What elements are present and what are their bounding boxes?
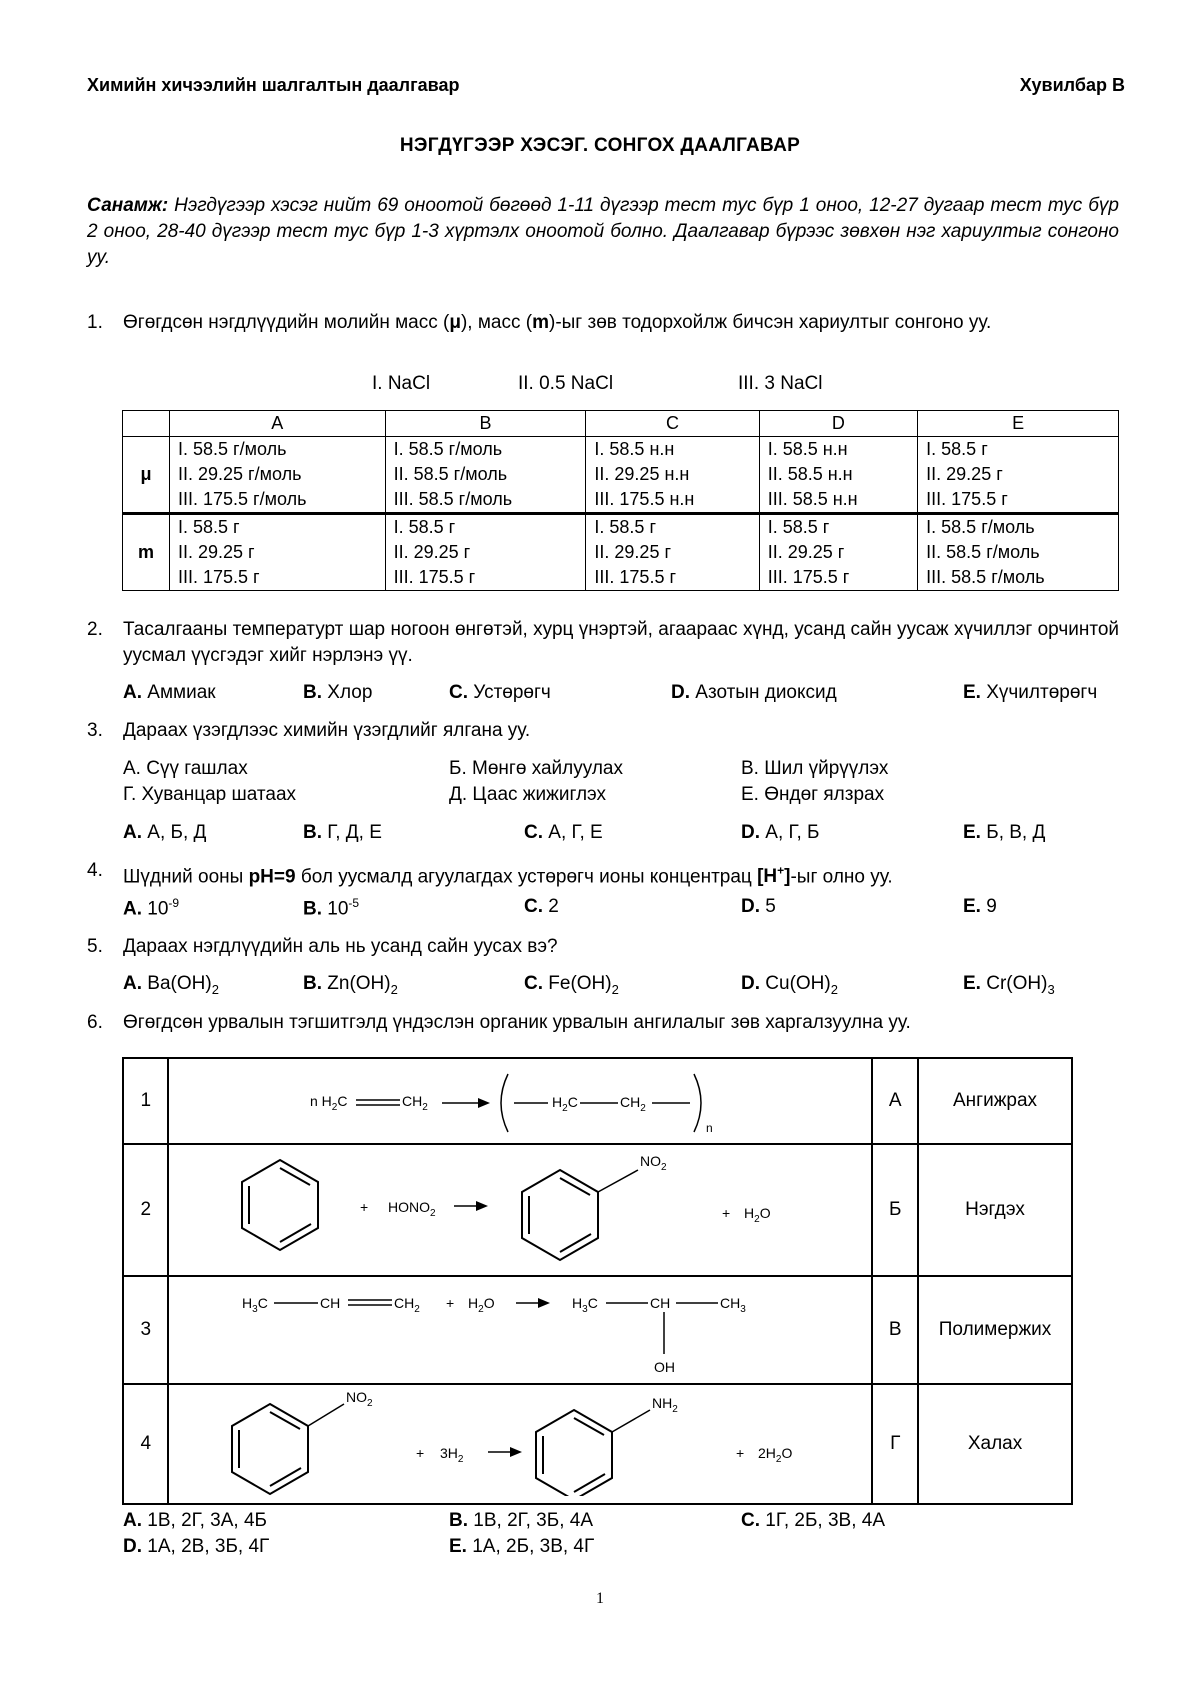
question-6 [87,1010,1119,1036]
answer-option[interactable]: D. Азотын диоксид [671,682,837,703]
table-cell: I. 58.5 г II. 29.25 г III. 175.5 г [918,437,1119,514]
table-corner [123,411,170,437]
svg-text:+: + [446,1295,455,1311]
answer-option[interactable]: C. 2 [524,896,559,917]
question-number: 1. [87,312,103,333]
question-number: 6. [87,1012,103,1033]
svg-text:H2O: $H_2O$ [468,1295,496,1315]
question-text [123,310,1119,336]
section-title: НЭГДҮГЭЭР ХЭСЭГ. СОНГОХ ДААЛГАВАР [399,135,801,156]
answer-option[interactable]: C. А, Г, Е [524,822,603,843]
table-cell: I. 58.5 г II. 29.25 г III. 175.5 г [170,514,386,591]
doc-header-left: Химийн хичээлийн шалгалтын даалгавар [87,75,460,95]
svg-text:H3C: $H_3C$ [572,1295,599,1315]
svg-text:CH: CH [320,1295,341,1311]
answer-option[interactable]: A. 1B, 2Г, 3A, 4Б [123,1510,268,1531]
page-number: 1 [596,1590,604,1607]
question-5 [87,934,1119,960]
answer-option[interactable]: B. $10^{-5}$ [303,896,360,920]
q1-text-b: ), масс ( [460,312,533,333]
q1-table [122,410,1119,591]
q3-item: Д. Цаас жижиглэх [449,784,607,805]
reaction-equation [168,1276,872,1384]
reaction-class: Нэгдэх [918,1144,1072,1276]
question-text: Дараах нэгдлүүдийн аль нь усанд сайн уусах вэ? [123,936,558,957]
svg-text:CH2: $CH_2$ [402,1093,429,1113]
answer-option[interactable]: C. $Fe(OH)_2$ [524,973,619,997]
reaction-class: Халах [918,1384,1072,1504]
note-label: Санамж: [87,195,169,216]
q3-item: В. Шил үйрүүлэх [741,758,889,779]
table-col-header: C [586,411,759,437]
table-row-m [123,514,1119,591]
svg-text:NO2: $NO_2$ [346,1389,374,1409]
answer-option[interactable]: B. $Zn(OH)_2$ [303,973,398,997]
svg-text:n HH2C: $H_2C$ [552,1094,579,1114]
hydration-equation-icon [170,1278,870,1376]
svg-text:n: n [706,1121,714,1135]
answer-option[interactable]: C. 1Г, 2Б, 3B, 4A [741,1510,886,1531]
answer-option[interactable]: A. А, Б, Д [123,822,207,843]
q1-item: III. 3 NaCl [738,373,823,394]
q3-item: Б. Мөнгө хайлуулах [449,758,623,779]
answer-option[interactable]: D. $Cu(OH)_2$ [741,973,838,997]
q1-mu: μ [449,312,461,333]
answer-option[interactable]: D. 1A, 2B, 3Б, 4Г [123,1536,270,1557]
answer-option[interactable]: E. 9 [963,896,997,917]
reaction-class: Полимержих [918,1276,1072,1384]
answer-option[interactable]: D. 5 [741,896,776,917]
svg-text:CH2: $CH_2$ [394,1295,421,1315]
note [87,193,1119,271]
answer-option[interactable]: E. $Cr(OH)_3$ [963,973,1055,997]
doc-header-right: Хувилбар B [1019,75,1125,95]
svg-text:CH3: $CH_3$ [720,1295,747,1315]
answer-option[interactable]: A. Аммиак [123,682,216,703]
polymerization-equation-icon [170,1060,870,1136]
svg-text:H2O: $H_2O$ [744,1205,772,1225]
answer-option[interactable]: B. Г, Д, Е [303,822,382,843]
q1-item: II. 0.5 NaCl [518,373,614,394]
q1-text-a: Өгөгдсөн нэгдлүүдийн молийн масс ( [123,312,450,333]
reaction-number: 3 [123,1276,168,1384]
table-row [123,1144,1072,1276]
class-letter: В [872,1276,918,1384]
reaction-equation [168,1058,872,1144]
class-letter: Б [872,1144,918,1276]
svg-text:2H2O: $2H_2O$ [758,1445,793,1465]
question-number: 2. [87,619,103,640]
question-text: Шүдний ооны pH=9 бол уусмалд агуулагдах устөрөгч ионы концентрац [H+]-ыг олно уу. [123,864,893,888]
question-text: Дараах үзэгдлээс химийн үзэгдлийг ялгана уу. [123,720,531,741]
question-3 [87,718,1119,744]
table-cell: I. 58.5 г II. 29.25 г III. 175.5 г [385,514,586,591]
question-number: 3. [87,720,103,741]
table-row-mu [123,437,1119,514]
q3-item: Г. Хуванцар шатаах [123,784,297,805]
nitration-equation-icon [170,1146,870,1268]
svg-text:+: + [722,1205,731,1221]
row-label-m: m [123,514,170,591]
reaction-class: Ангижрах [918,1058,1072,1144]
q3-item: Е. Өндөг ялзрах [741,784,885,805]
answer-option[interactable]: A. $10^{-9}$ [123,896,180,920]
question-number: 4. [87,860,103,881]
svg-text:+: + [736,1445,745,1461]
q1-text-c: )-ыг зөв тодорхойлж бичсэн хариултыг сонгоно уу. [549,312,992,333]
svg-text:HONO2: $HONO_2$ [388,1199,437,1219]
svg-text:CH: CH [650,1295,671,1311]
table-cell: I. 58.5 н.н II. 58.5 н.н III. 58.5 н.н [759,437,917,514]
table-row [123,1058,1072,1144]
reaction-equation [168,1144,872,1276]
answer-option[interactable]: E. 1A, 2Б, 3B, 4Г [449,1536,595,1557]
q6-reaction-table [122,1057,1073,1505]
svg-text:NO2: $NO_2$ [640,1153,668,1173]
answer-option[interactable]: C. Устөрөгч [449,682,551,703]
svg-text:n H2C: n $H_2C$ [310,1093,348,1113]
table-cell: I. 58.5 н.н II. 29.25 н.н III. 175.5 н.н [586,437,759,514]
table-row [123,1276,1072,1384]
note-text: Нэгдүгээр хэсэг нийт 69 оноотой бөгөөд 1-11 дүгээр тест тус бүр 1 оноо, 12-27 дугаар тест тус бүр 2 оноо, 28-40 дүгээр тест тус бүр 1-3 хүртэлх оноотой болно. Даалгавар бүрээс зөвхөн нэг хариултыг сонгоно уу. [87,195,1119,268]
table-col-header: E [918,411,1119,437]
reaction-number: 4 [123,1384,168,1504]
svg-text:+: + [416,1445,425,1461]
reaction-number: 1 [123,1058,168,1144]
question-number: 5. [87,936,103,957]
svg-text:NH2: $NH_2$ [652,1395,679,1415]
answer-option[interactable]: B. 1B, 2Г, 3Б, 4A [449,1510,594,1531]
svg-text:3H2: $3H_2$ [440,1445,464,1465]
question-text: Өгөгдсөн урвалын тэгшитгэлд үндэслэн органик урвалын ангилалыг зөв харгалзуулна уу. [123,1012,911,1033]
answer-option[interactable]: B. Хлор [303,682,373,703]
svg-text:H3C: $H_3C$ [242,1295,269,1315]
table-row [123,1384,1072,1504]
answer-option[interactable]: A. $Ba(OH)_2$ [123,973,219,997]
q3-item: А. Сүү гашлах [123,758,248,779]
reaction-number: 2 [123,1144,168,1276]
table-col-header: A [170,411,386,437]
reduction-equation-icon [170,1386,870,1496]
table-header-row [123,411,1119,437]
table-cell: I. 58.5 г/моль II. 58.5 г/моль III. 58.5 г/моль [385,437,586,514]
table-cell: I. 58.5 г/моль II. 58.5 г/моль III. 58.5 г/моль [918,514,1119,591]
svg-text:+: + [360,1199,369,1215]
answer-option[interactable]: E. Хүчилтөрөгч [963,682,1098,703]
answer-option[interactable]: E. Б, В, Д [963,822,1046,843]
q1-item: I. NaCl [372,373,431,394]
question-4 [87,858,1119,890]
q1-m: m [532,312,549,333]
table-col-header: D [759,411,917,437]
question-text: Тасалгааны температурт шар ногоон өнгөтэй, хурц үнэртэй, агаараас хүнд, усанд сайн уусаж хүчиллэг орчинтой уусмал үүсгэдэг хийг нэрлэнэ үү. [123,619,1119,666]
row-label-mu: μ [123,437,170,514]
svg-text:CH2: $CH_2$ [620,1094,647,1114]
question-2 [87,617,1119,669]
table-cell: I. 58.5 г/моль II. 29.25 г/моль III. 175.5 г/моль [170,437,386,514]
table-cell: I. 58.5 г II. 29.25 г III. 175.5 г [586,514,759,591]
svg-text:OH: OH [654,1359,676,1375]
question-1 [87,310,1119,336]
class-letter: A [872,1058,918,1144]
class-letter: Г [872,1384,918,1504]
answer-option[interactable]: D. А, Г, Б [741,822,820,843]
table-cell: I. 58.5 г II. 29.25 г III. 175.5 г [759,514,917,591]
reaction-equation [168,1384,872,1504]
table-col-header: B [385,411,586,437]
